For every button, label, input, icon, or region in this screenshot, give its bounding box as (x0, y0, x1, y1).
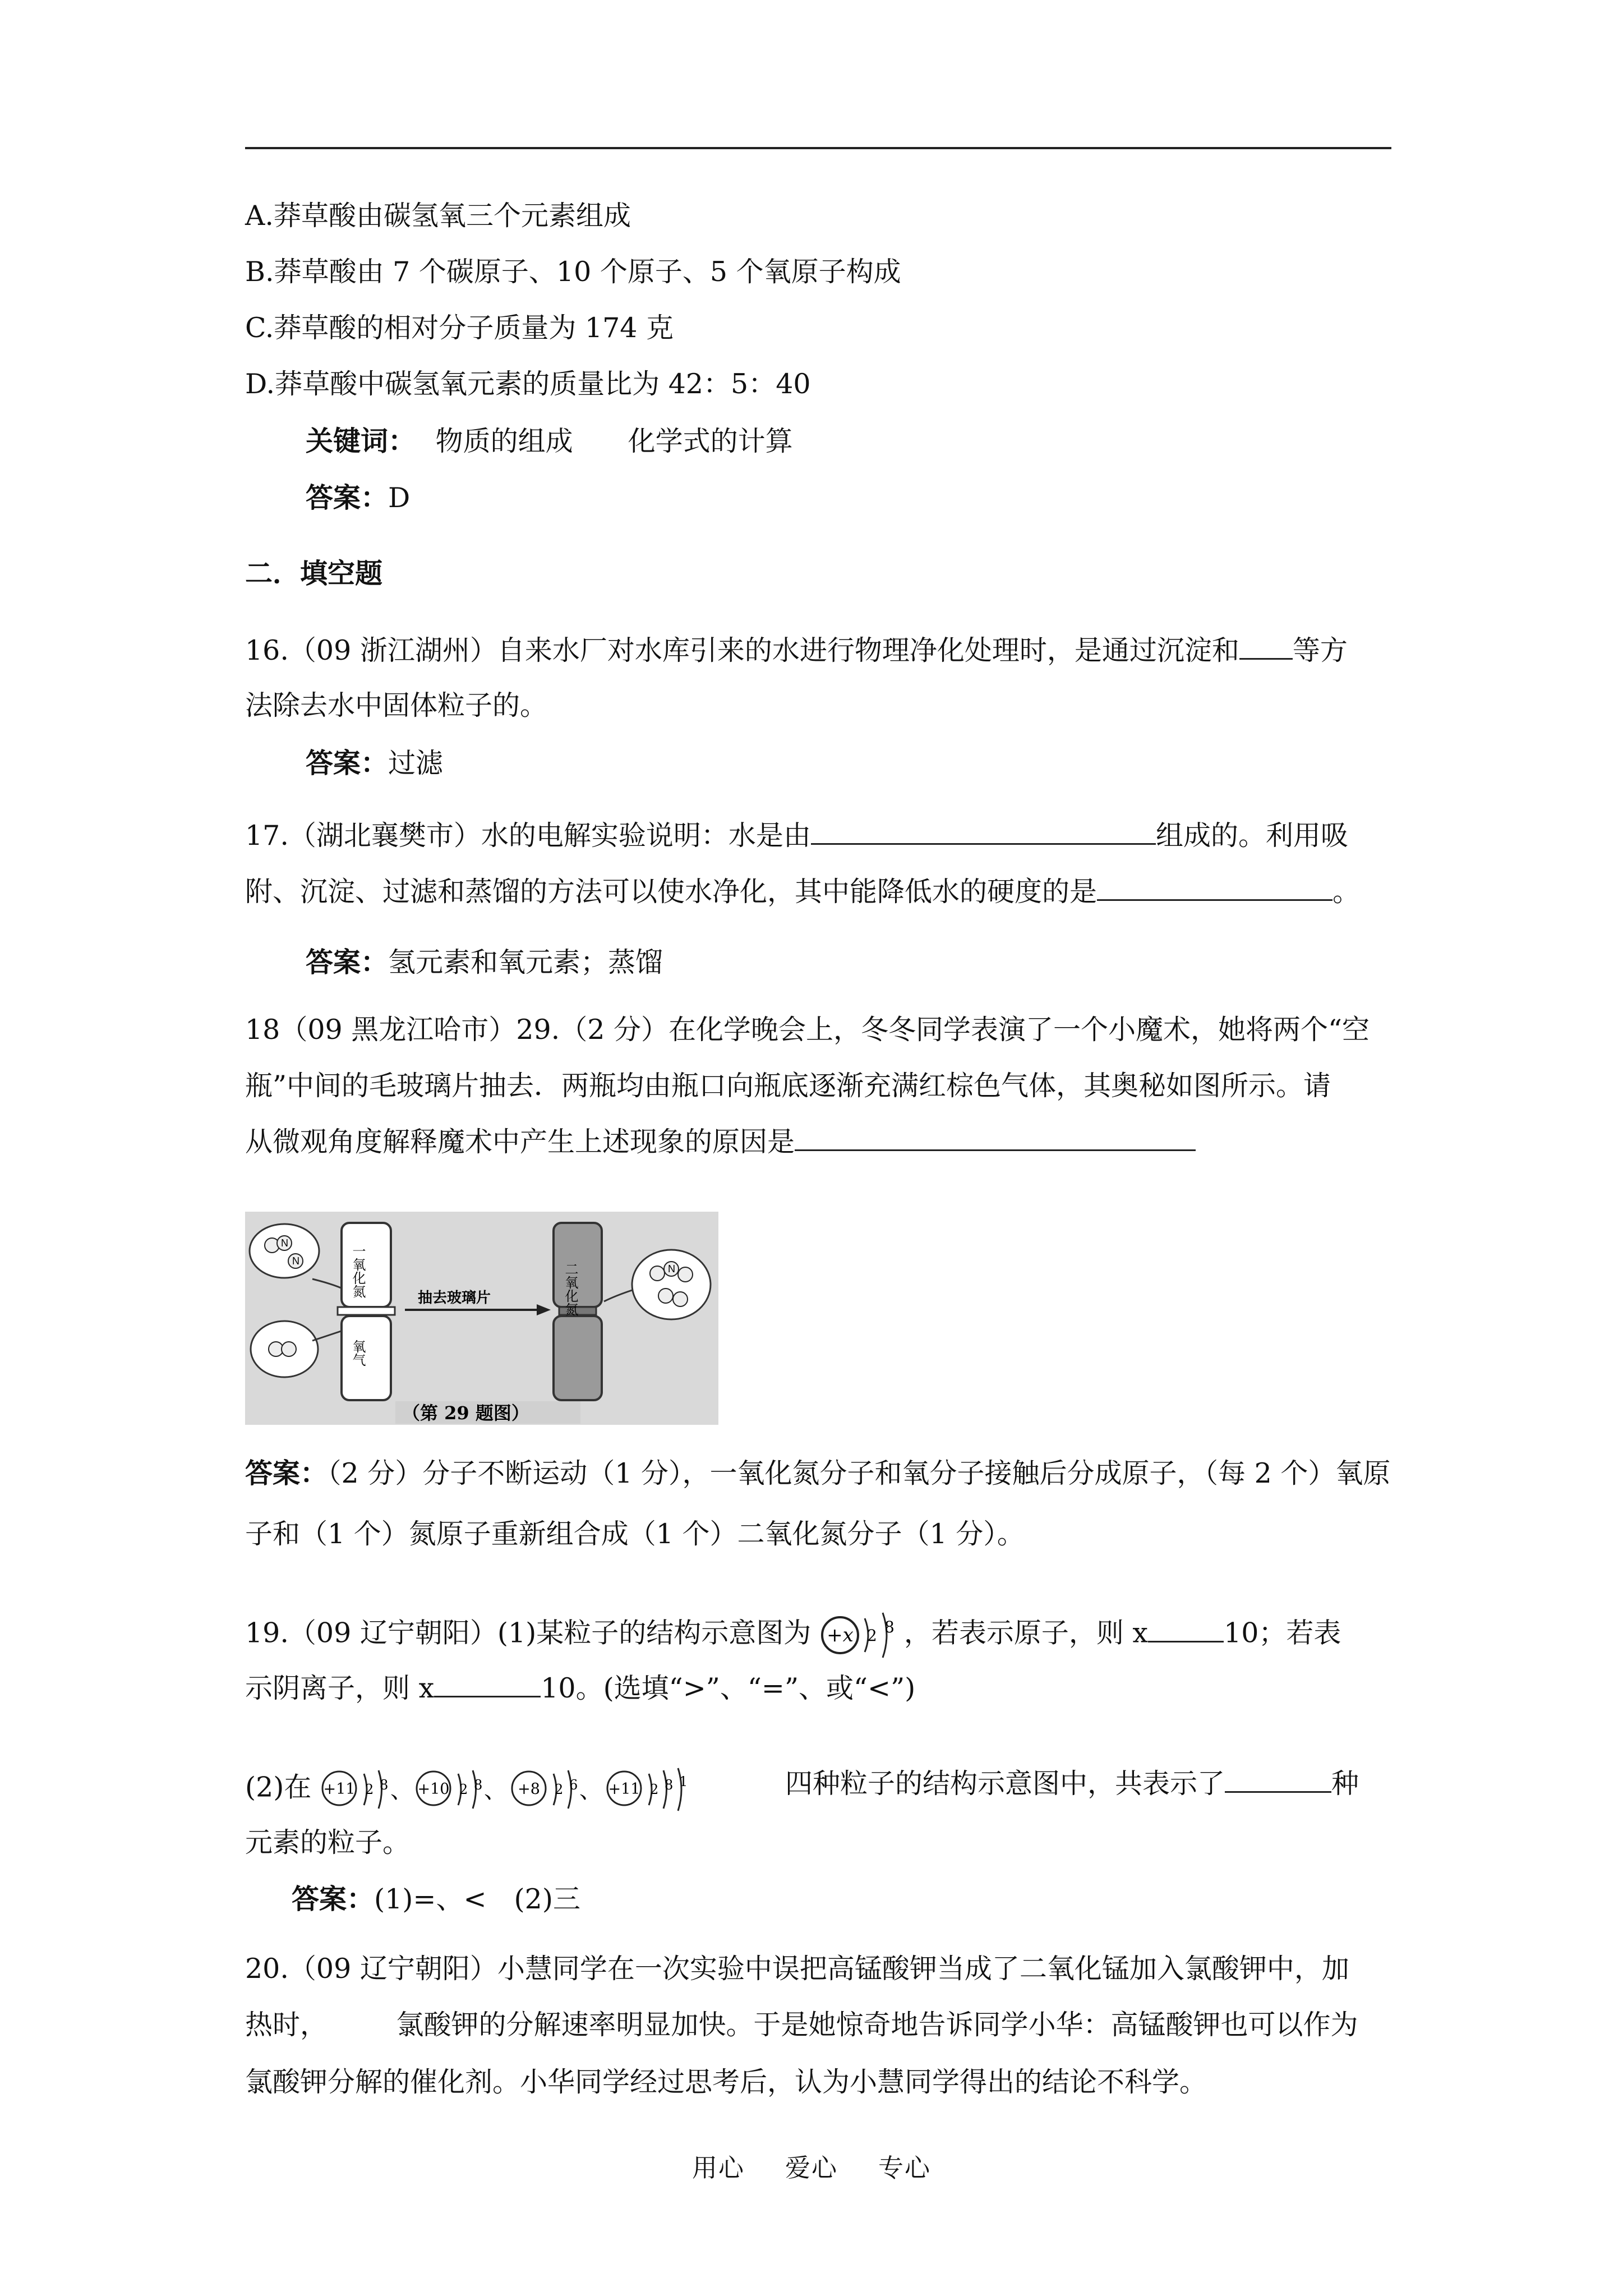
bottle-label-right: 二氧化氮 (562, 1262, 578, 1316)
q19-line1 (245, 1610, 1341, 1660)
q19-answer (292, 1882, 580, 1916)
svg-text:2: 2 (365, 1782, 374, 1797)
bottle-oxygen (342, 1316, 391, 1400)
page-footer (0, 2147, 1623, 2184)
q18-line3 (245, 1125, 1196, 1159)
option-c: C.莽草酸的相对分子质量为 174 克 (245, 312, 674, 344)
answer-text: D (388, 482, 411, 514)
section-heading: 二．填空题 (245, 557, 383, 590)
q19-text: 19.（09 辽宁朝阳）(1)某粒子的结构示意图为 (245, 1617, 811, 1649)
q19-text: 种 (1331, 1768, 1359, 1800)
molecule-n-label: N (281, 1237, 288, 1249)
q19-line3-tail (785, 1767, 1359, 1801)
svg-text:8: 8 (665, 1777, 674, 1793)
svg-text:8: 8 (884, 1618, 895, 1636)
arrow-label: 抽去玻璃片 (418, 1290, 491, 1306)
header-rule (245, 147, 1391, 149)
svg-text:2: 2 (650, 1782, 659, 1797)
answer-blank[interactable] (795, 1142, 1196, 1151)
q19-text: 示阴离子，则 x (245, 1672, 435, 1704)
answer-label: 答案： (306, 946, 389, 978)
glass-plate (338, 1307, 395, 1315)
bottle-no2-bottom (554, 1316, 602, 1400)
q19-text: 10；若表 (1224, 1617, 1341, 1649)
q19-text: 四种粒子的结构示意图中，共表示了 (785, 1768, 1225, 1800)
answer-text: 氢元素和氧元素；蒸馏 (388, 946, 663, 978)
q20-line2: 热时， 氯酸钾的分解速率明显加快。于是她惊奇地告诉同学小华：高锰酸钾也可以作为 (245, 2009, 1358, 2041)
q16-text: 16.（09 浙江湖州）自来水厂对水库引来的水进行物理净化处理时，是通过沉淀和 (245, 634, 1239, 666)
answer-text: (1)=、< (2)三 (374, 1883, 580, 1915)
molecule-atom (678, 1267, 693, 1282)
q19-text: (2)在 (245, 1771, 312, 1803)
q17-text: 组成的。利用吸 (1155, 820, 1348, 852)
atom-diagram (322, 1770, 388, 1809)
atom-diagram (512, 1770, 578, 1809)
q16-line1 (245, 634, 1348, 668)
svg-text:+11: +11 (323, 1780, 356, 1798)
magic-bottle-figure (245, 1212, 718, 1425)
answer-label: 答案： (245, 1457, 328, 1489)
answer-blank[interactable] (434, 1688, 541, 1697)
q17-line1 (245, 819, 1348, 853)
answer-blank[interactable] (1148, 1633, 1224, 1642)
bottle-no (342, 1223, 391, 1307)
q19-line4: 元素的粒子。 (245, 1826, 411, 1858)
molecule-atom (650, 1266, 665, 1281)
molecule-bubble-right (632, 1250, 711, 1319)
q18-line2: 瓶”中间的毛玻璃片抽去．两瓶均由瓶口向瓶底逐渐充满红棕色气体，其奥秘如图所示。请 (245, 1070, 1331, 1102)
q19-line2 (245, 1672, 915, 1705)
answer-blank[interactable] (1097, 891, 1332, 901)
molecule-n-label: N (668, 1263, 675, 1274)
answer-blank[interactable] (1239, 650, 1293, 660)
svg-text:+8: +8 (518, 1780, 540, 1798)
q17-text: 。 (1332, 876, 1361, 908)
q19-text: ，若表示原子，则 x (903, 1617, 1149, 1649)
keywords-label: 关键词： (306, 425, 416, 457)
figure-caption: （第 29 题图） (402, 1402, 529, 1424)
svg-text:6: 6 (569, 1777, 578, 1793)
svg-text:+x: +x (827, 1624, 854, 1646)
answer-text: （2 分）分子不断运动（1 分），一氧化氮分子和氧分子接触后分成原子，（每 2 个）氧原 (328, 1457, 1391, 1489)
keywords-text: 物质的组成 化学式的计算 (435, 425, 793, 457)
atom-diagram (417, 1770, 482, 1809)
q16-text: 等方 (1292, 634, 1348, 666)
q19-text: 10。(选填“>”、“=”、或“<”) (541, 1672, 916, 1704)
q18-text: 从微观角度解释魔术中产生上述现象的原因是 (245, 1126, 795, 1158)
q15-answer (306, 481, 410, 515)
svg-text:+10: +10 (417, 1780, 450, 1798)
molecule-atom (658, 1289, 673, 1303)
atom-structure-diagram (820, 1610, 904, 1660)
svg-text:8: 8 (474, 1777, 483, 1793)
svg-text:、: 、 (579, 1778, 602, 1803)
footer-text: 爱心 (785, 2153, 838, 2183)
bottle-label-bottom: 氧气 (350, 1340, 366, 1366)
svg-text:1: 1 (679, 1774, 688, 1789)
svg-text:、: 、 (390, 1778, 413, 1803)
svg-text:、: 、 (484, 1778, 506, 1803)
q20-line3: 氯酸钾分解的催化剂。小华同学经过思考后，认为小慧同学得出的结论不科学。 (245, 2066, 1207, 2098)
answer-blank[interactable] (1225, 1783, 1331, 1793)
option-d: D.莽草酸中碳氢氧元素的质量比为 42：5：40 (245, 368, 811, 400)
q18-answer-line2: 子和（1 个）氮原子重新组合成（1 个）二氧化氮分子（1 分）。 (245, 1518, 1025, 1550)
answer-text: 过滤 (388, 747, 444, 779)
molecule-n-label: N (292, 1255, 299, 1267)
option-b: B.莽草酸由 7 个碳原子、10 个原子、5 个氧原子构成 (245, 256, 901, 288)
answer-label: 答案： (306, 481, 389, 514)
q20-line1: 20.（09 辽宁朝阳）小慧同学在一次实验中误把高锰酸钾当成了二氧化锰加入氯酸钾中，加 (245, 1953, 1349, 1985)
q18-answer-line1 (245, 1456, 1390, 1490)
svg-text:2: 2 (866, 1626, 877, 1645)
answer-blank[interactable] (811, 835, 1156, 845)
svg-text:8: 8 (380, 1777, 389, 1793)
q17-answer (306, 945, 663, 979)
footer-text: 用心 (691, 2153, 745, 2183)
molecule-atom (673, 1292, 688, 1306)
answer-label: 答案： (292, 1883, 375, 1915)
svg-text:2: 2 (459, 1782, 468, 1797)
molecule-atom (282, 1342, 296, 1356)
atom-diagram (607, 1768, 688, 1811)
q17-line2 (245, 875, 1360, 909)
q16-answer (306, 746, 443, 780)
q15-keywords (306, 424, 793, 458)
footer-text: 专心 (878, 2153, 932, 2183)
q18-line1: 18（09 黑龙江哈市）29.（2 分）在化学晚会上，冬冬同学表演了一个小魔术，她将两个“空 (245, 1014, 1370, 1046)
svg-text:2: 2 (555, 1782, 564, 1797)
q17-text: 附、沉淀、过滤和蒸馏的方法可以使水净化，其中能降低水的硬度的是 (245, 876, 1098, 908)
answer-label: 答案： (306, 747, 389, 779)
bottle-label-top: 一氧化氮 (350, 1244, 366, 1298)
svg-text:+11: +11 (608, 1780, 640, 1798)
option-a: A.莽草酸由碳氢氧三个元素组成 (245, 200, 631, 232)
q16-line2: 法除去水中固体粒子的。 (245, 689, 548, 721)
q17-text: 17.（湖北襄樊市）水的电解实验说明：水是由 (245, 820, 811, 852)
